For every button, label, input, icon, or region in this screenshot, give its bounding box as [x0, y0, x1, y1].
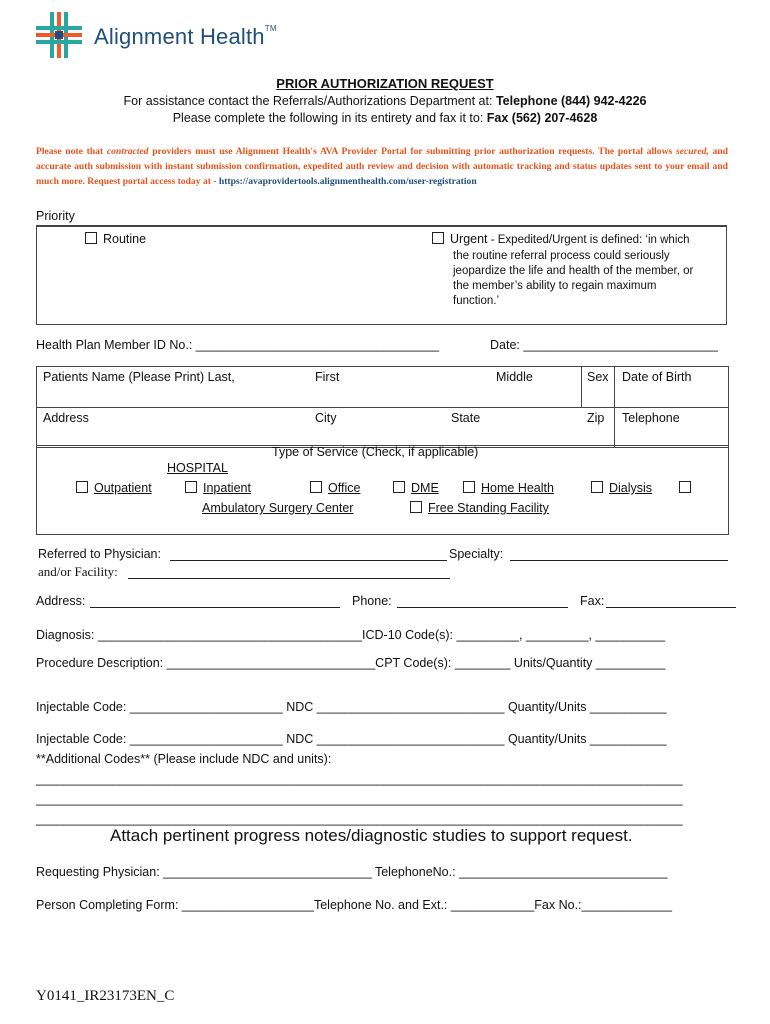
zip-header: Zip: [587, 411, 605, 425]
other-checkbox[interactable]: [679, 481, 691, 493]
referred-physician-label: Referred to Physician:: [38, 547, 161, 561]
fax-line: Please complete the following in its entirety and fax it to: Fax (562) 207-4628: [172, 111, 598, 125]
dialysis-option[interactable]: Dialysis: [591, 481, 652, 495]
urgent-checkbox[interactable]: [432, 232, 444, 244]
address-label: Address:: [36, 594, 86, 608]
first-name-header: First: [315, 370, 340, 384]
person-completing-row[interactable]: Person Completing Form: ___________________Telephone No. and Ext.: ____________Fax No.:_____________: [36, 898, 672, 912]
inpatient-checkbox[interactable]: [185, 481, 197, 493]
inpatient-option[interactable]: Inpatient: [185, 481, 251, 495]
referred-physician-field[interactable]: [170, 560, 447, 561]
attach-notice: Attach pertinent progress notes/diagnostic studies to support request.: [110, 826, 633, 845]
telephone-header: Telephone: [622, 411, 680, 425]
diagnosis-row[interactable]: Diagnosis: ______________________________________ICD-10 Code(s): _________, _________, __________: [36, 628, 666, 642]
home-health-checkbox[interactable]: [463, 481, 475, 493]
outpatient-option[interactable]: Outpatient: [76, 481, 152, 495]
dme-checkbox[interactable]: [393, 481, 405, 493]
outpatient-checkbox[interactable]: [76, 481, 88, 493]
dme-option[interactable]: DME: [393, 481, 439, 495]
phone-label: Phone:: [352, 594, 392, 608]
city-header: City: [315, 411, 337, 425]
additional-codes-line-1[interactable]: _____________________________________________________________________________________________: [36, 772, 683, 786]
priority-label: Priority: [36, 209, 75, 223]
portal-notice: Please note that contracted providers must use Alignment Health's AVA Provider Portal for submitting prior authorization requests. The portal allows secured, and accurate auth submission with instant submission confirmation, expedited auth review and decision with automatic tracking and status updates sent to your email and much more. Request portal access today at - https://avaprovidertools.alignmenthealth.com/user-registration: [36, 146, 729, 187]
specialty-field[interactable]: [510, 560, 728, 561]
brand-name: Alignment Health™: [94, 24, 277, 49]
additional-codes-label: **Additional Codes** (Please include NDC and units):: [36, 752, 332, 766]
logo-mark-icon: [36, 12, 82, 58]
free-standing-option[interactable]: Free Standing Facility: [410, 501, 549, 515]
routine-option[interactable]: Routine: [85, 232, 146, 246]
member-id-field[interactable]: Health Plan Member ID No.: ___________________________________: [36, 338, 440, 352]
dob-header: Date of Birth: [622, 370, 692, 384]
form-code: Y0141_IR23173EN_C: [36, 988, 175, 1004]
service-heading: Type of Service (Check, if applicable): [272, 445, 479, 459]
contact-line: For assistance contact the Referrals/Authorizations Department at: Telephone (844) 942-4226: [123, 94, 647, 108]
middle-name-header: Middle: [496, 370, 533, 384]
hospital-label: HOSPITAL: [167, 461, 228, 475]
office-checkbox[interactable]: [310, 481, 322, 493]
dialysis-checkbox[interactable]: [591, 481, 603, 493]
facility-label: and/or Facility:: [38, 564, 118, 579]
office-option[interactable]: Office: [310, 481, 360, 495]
ambulatory-option[interactable]: Ambulatory Surgery Center: [202, 501, 354, 515]
requesting-physician-row[interactable]: Requesting Physician: ______________________________ TelephoneNo.: ______________________________: [36, 865, 668, 879]
phone-field[interactable]: [397, 607, 568, 608]
procedure-row[interactable]: Procedure Description: ______________________________CPT Code(s): ________ Units/Quantity __________: [36, 656, 666, 670]
state-header: State: [451, 411, 481, 425]
specialty-label: Specialty:: [449, 547, 504, 561]
injectable-row-2[interactable]: Injectable Code: ______________________ NDC ___________________________ Quantity/Units ___________: [36, 732, 667, 746]
address-field[interactable]: [90, 607, 340, 608]
additional-codes-line-2[interactable]: _____________________________________________________________________________________________: [36, 792, 683, 806]
free-standing-checkbox[interactable]: [410, 501, 422, 513]
fax-label: Fax:: [580, 594, 605, 608]
page-title: PRIOR AUTHORIZATION REQUEST: [276, 76, 494, 91]
facility-field[interactable]: [128, 578, 450, 579]
sex-header: Sex: [587, 370, 609, 384]
urgent-option[interactable]: Urgent - Expedited/Urgent is defined: ‘in which: [432, 232, 690, 246]
urgent-description: the routine referral process could seriously jeopardize the life and health of the member, or the member’s ability to regain maximum function.’: [453, 250, 694, 307]
additional-codes-line-3[interactable]: _____________________________________________________________________________________________: [36, 812, 683, 826]
home-health-option[interactable]: Home Health: [463, 481, 554, 495]
date-field[interactable]: Date: ____________________________: [490, 338, 719, 352]
brand-logo: [36, 12, 82, 58]
patient-name-header: Patients Name (Please Print) Last,: [43, 370, 235, 384]
injectable-row-1[interactable]: Injectable Code: ______________________ NDC ___________________________ Quantity/Units ___________: [36, 700, 667, 714]
fax-field[interactable]: [606, 607, 736, 608]
other-option[interactable]: [679, 481, 697, 495]
registration-link[interactable]: https://avaprovidertools.alignmenthealth.com/user-registration: [218, 176, 477, 187]
routine-checkbox[interactable]: [85, 232, 97, 244]
address-header: Address: [43, 411, 89, 425]
